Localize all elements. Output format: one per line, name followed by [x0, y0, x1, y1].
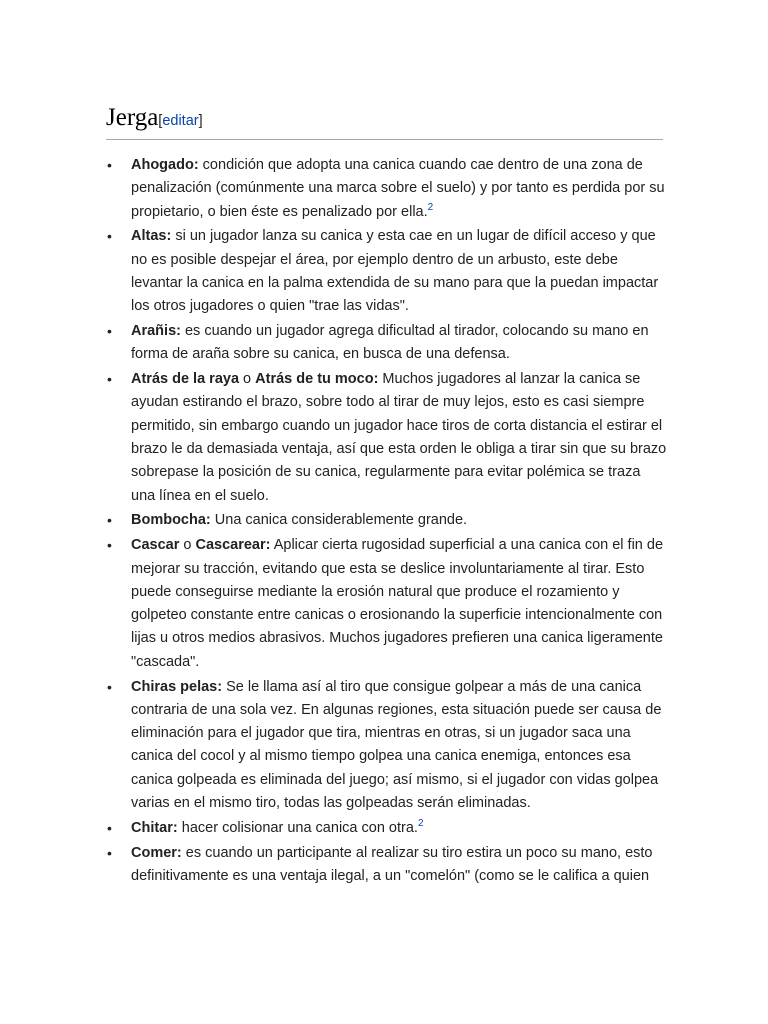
term-definition: Muchos jugadores al lanzar la canica se ayudan estirando el brazo, sobre todo al tirar de muy lejos, esto es casi siempre permitido, sin embargo cuando un jugador hace tiros de corta distancia el estirar el brazo le da demasiada ventaja, así que esta orden le obliga a tirar sin que su brazo sobrepase la posición de su canica, regularmente para evitar polémica se traza una línea en el suelo.: [131, 371, 667, 504]
term-connector: o: [179, 537, 196, 554]
bullet-icon: •: [107, 512, 112, 529]
reference-link[interactable]: 2: [427, 201, 434, 213]
term-label-alt: Atrás de tu moco:: [255, 371, 379, 388]
reference-sup: [418, 818, 424, 829]
term-definition: hacer colisionar una canica con otra.: [177, 819, 418, 836]
glossary-item: [107, 154, 667, 224]
edit-section: [158, 113, 202, 129]
term-label: Arañis:: [131, 323, 181, 340]
reference-link[interactable]: 2: [417, 817, 424, 829]
bullet-icon: •: [107, 678, 112, 695]
glossary-item: [107, 225, 667, 318]
glossary-item: [107, 368, 667, 508]
term-definition: es cuando un jugador agrega dificultad al tirador, colocando su mano en forma de araña sobre su canica, en busca de una defensa.: [131, 323, 649, 363]
glossary-item: [107, 817, 667, 840]
glossary-item: [107, 676, 667, 816]
bullet-icon: •: [107, 323, 112, 340]
term-definition: condición que adopta una canica cuando cae dentro de una zona de penalización (comúnmente una marca sobre el suelo) y por tanto es perdida por su propietario, o bien éste es penalizado por ella.: [131, 157, 665, 220]
term-label: Atrás de la raya: [131, 371, 240, 388]
term-label: Altas:: [131, 228, 172, 245]
glossary-item: [107, 842, 667, 889]
glossary-list: [107, 154, 667, 890]
term-label: Ahogado:: [131, 157, 199, 173]
term-definition: Una canica considerablemente grande.: [210, 512, 468, 529]
term-label-alt: Cascarear:: [195, 537, 271, 554]
term-connector: o: [239, 371, 256, 388]
edit-link[interactable]: editar: [162, 113, 199, 129]
glossary-item: [107, 509, 667, 532]
term-label: Bombocha:: [131, 512, 211, 529]
term-definition: es cuando un participante al realizar su tiro estira un poco su mano, esto definitivamente es una ventaja ilegal, a un "comelón" (como se le califica a quien: [131, 844, 653, 884]
term-label: Chitar:: [131, 819, 178, 836]
term-label: Chiras pelas:: [131, 678, 223, 695]
term-definition: si un jugador lanza su canica y esta cae en un lugar de difícil acceso y que no es posible despejar el área, por ejemplo dentro de un arbusto, este debe levantar la canica en la palma extendida de su mano para que la puedan impactar los otros jugadores o quien "trae las vidas".: [131, 228, 659, 315]
glossary-item: [107, 534, 667, 674]
bullet-icon: •: [107, 228, 112, 245]
section-heading: [106, 103, 663, 140]
bullet-icon: •: [107, 537, 112, 554]
edit-bracket-open: [: [158, 113, 163, 129]
edit-bracket-close: ]: [198, 113, 203, 129]
section-title: Jerga: [106, 104, 159, 131]
bullet-icon: •: [107, 819, 112, 836]
term-definition: Se le llama así al tiro que consigue golpear a más de una canica contraria de una sola vez. En algunas regiones, esta situación puede ser causa de eliminación para el jugador que tira, mientras en otras, si un jugador saca una canica del cocol y al mismo tiempo golpea una canica enemiga, entonces esa canica golpeada es eliminada del juego; así mismo, si el jugador con vidas golpea varias en el mismo tiro, todas las golpeadas serán eliminadas.: [131, 678, 662, 812]
term-label: Comer:: [131, 844, 182, 861]
reference-sup: [428, 202, 434, 213]
bullet-icon: •: [107, 157, 112, 173]
bullet-icon: •: [107, 371, 112, 388]
term-definition: Aplicar cierta rugosidad superficial a una canica con el fin de mejorar su tracción, evitando que esta se deslice involuntariamente al tirar. Esto puede conseguirse mediante la erosión natural que produce el rozamiento y golpeteo constante entre canicas o erosionando la superficie intencionalmente con lijas u otros medios abrasivos. Muchos jugadores prefieren una canica ligeramente "cascada".: [131, 537, 664, 670]
term-label: Cascar: [131, 537, 180, 554]
bullet-icon: •: [107, 844, 112, 861]
glossary-item: [107, 320, 667, 367]
